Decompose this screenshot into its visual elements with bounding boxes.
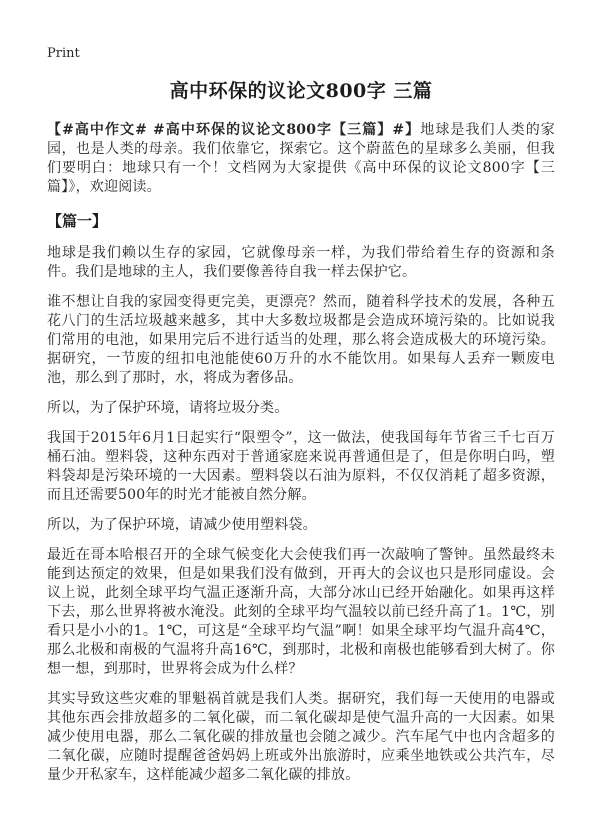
body-paragraph: 其实导致这些灾难的罪魁祸首就是我们人类。据研究，我们每一天使用的电器或其他东西会排放超多的二氧化碳，而二氧化碳却是使气温升高的一大因素。如果减少使用电器，那么二氧化碳的排放量也会随之减少。汽车尾气中也内含超多的二氧化碳，应随时提醒爸爸妈妈上班或外出旅游时，应乘坐地铁或公共汽车，尽量少开私家车，这样能减少超多二氧化碳的排放。 [47, 691, 555, 783]
section-one-heading: 【篇一】 [47, 212, 108, 230]
intro-topic-tags: 【#高中作文# #高中环保的议论文800字【三篇】#】 [47, 122, 421, 138]
body-paragraph: 最近在哥本哈根召开的全球气候变化大会使我们再一次敲响了警钟。虽然最终未能到达预定的效果，但是如果我们没有做到，开再大的会议也只是形同虚设。会议上说，此刻全球平均气温正逐渐升高，大部分冰山已经开始融化。如果再这样下去，那么世界将被水淹没。此刻的全球平均气温较以前已经升高了1。1℃，别看只是小小的1。1℃，可这是“全球平均气温”啊！如果全球平均气温升高4℃，那么北极和南极的气温将升高16℃，到那时，北极和南极也能够看到大树了。你想一想，到那时，世界将会成为什么样？ [47, 547, 555, 677]
body-paragraph: 谁不想让自我的家园变得更完美，更漂亮？然而，随着科学技术的发展，各种五花八门的生活垃圾越来越多，其中大多数垃圾都是会造成环境污染的。比如说我们常用的电池，如果用完后不进行适当的处理，那么将会造成极大的环境污染。据研究，一节废的纽扣电池能使60万升的水不能饮用。如果每人丢弃一颗废电池，那么到了那时，水，将成为奢侈品。 [47, 294, 555, 386]
body-paragraph: 地球是我们赖以生存的家园，它就像母亲一样，为我们带给着生存的资源和条件。我们是地球的主人，我们要像善待自我一样去保护它。 [47, 245, 555, 280]
body-paragraph: 所以，为了保护环境，请将垃圾分类。 [47, 400, 289, 416]
page-title: 高中环保的议论文800字 三篇 [169, 80, 433, 102]
print-link[interactable]: Print [47, 46, 80, 61]
intro-text: 地球是我们人类的家园，也是人类的母亲。我们依靠它，探索它。这个蔚蓝色的星球多么美丽，但我们要明白：地球只有一个！文档网为大家提供《高中环保的议论文800字【三篇】》，欢迎阅读。 [47, 122, 555, 195]
intro-paragraph [47, 121, 555, 197]
body-paragraph: 所以，为了保护环境，请减少使用塑料袋。 [47, 517, 317, 533]
body-paragraph: 我国于2015年6月1日起实行“限塑令”，这一做法，使我国每年节省三千七百万桶石油。塑料袋，这种东西对于普通家庭来说再普通但是了，但是你明白吗，塑料袋却是污染环境的一大因素。塑料袋以石油为原料，不仅仅消耗了超多资源，而且还需要500年的时光才能被自然分解。 [47, 430, 555, 503]
